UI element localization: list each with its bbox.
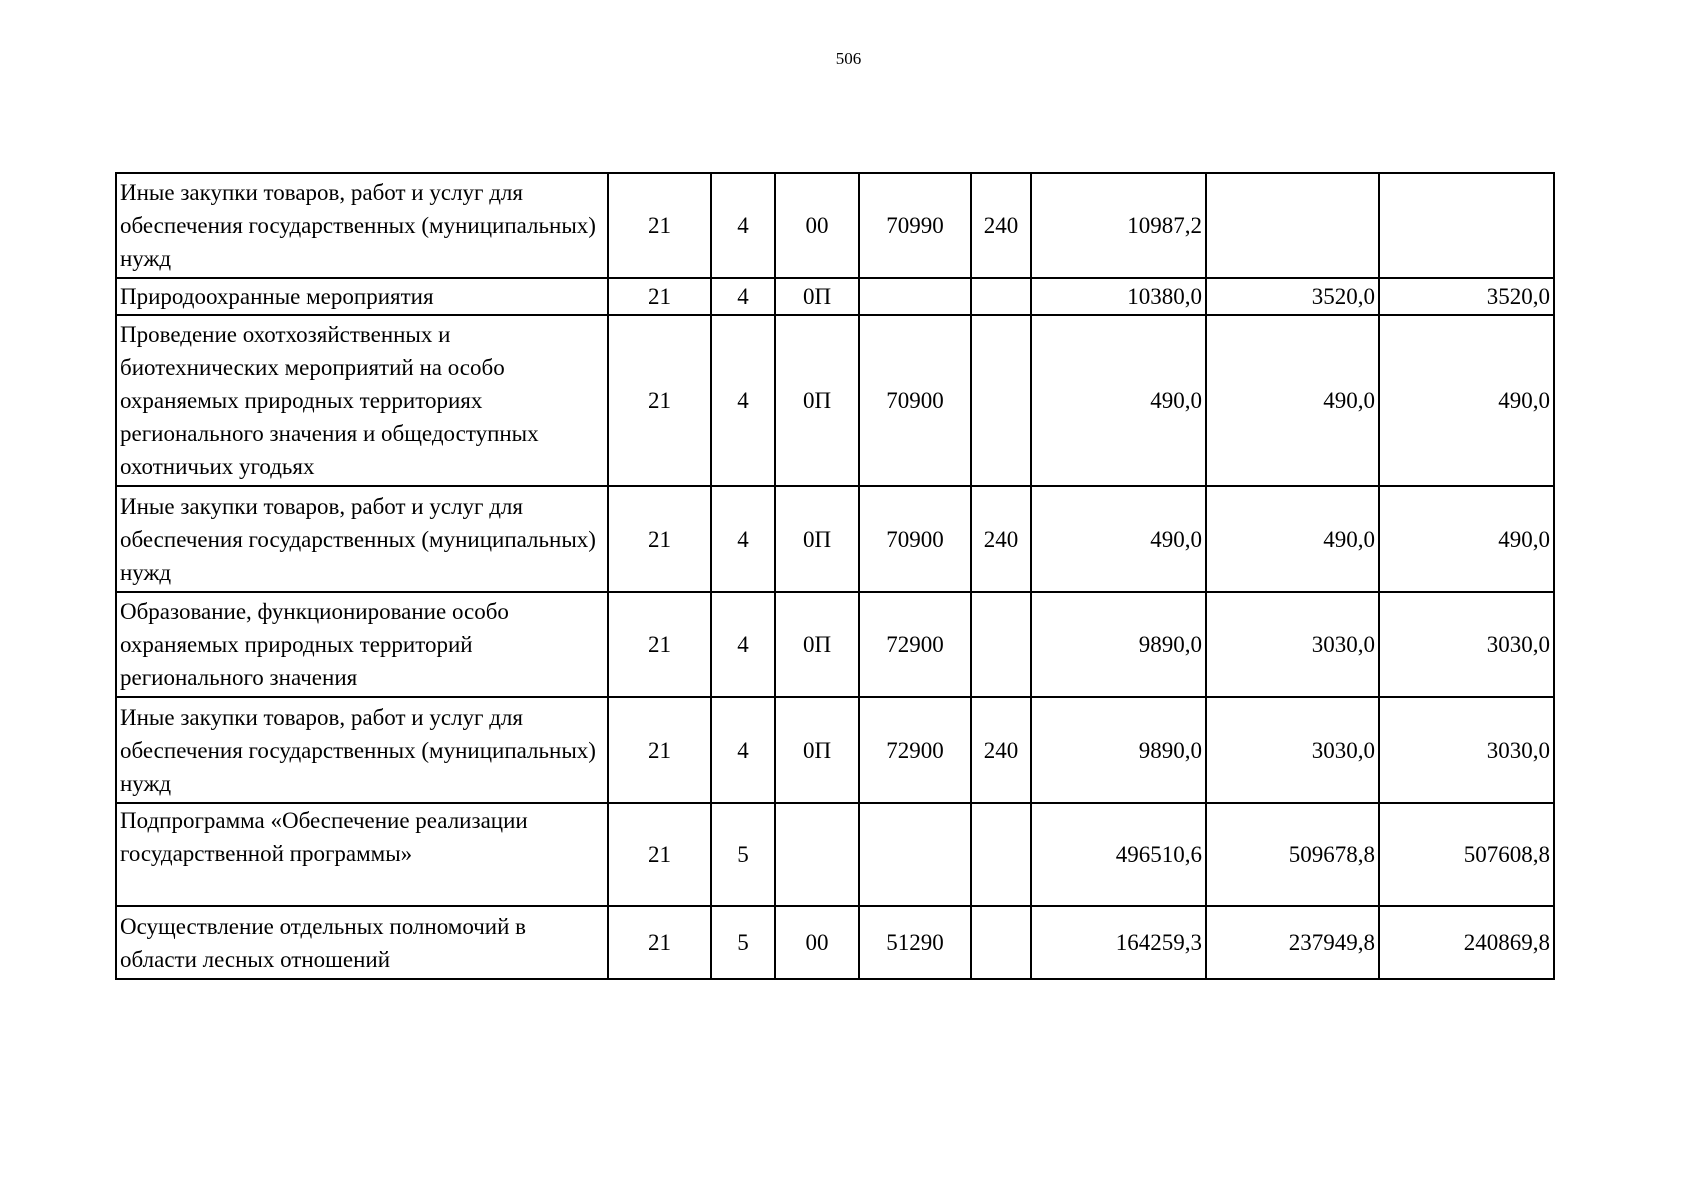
cell-code-1: 21 bbox=[608, 173, 711, 278]
row-name: Проведение охотхозяйственных и биотехнических мероприятий на особо охраняемых природных территориях регионального значения и общедоступных охотничьих угодьях bbox=[116, 315, 608, 486]
cell-code-4: 70990 bbox=[859, 173, 971, 278]
cell-code-1: 21 bbox=[608, 803, 711, 906]
row-name: Образование, функционирование особо охраняемых природных территорий регионального значения bbox=[116, 592, 608, 697]
cell-code-4: 70900 bbox=[859, 315, 971, 486]
cell-value-3: 507608,8 bbox=[1379, 803, 1554, 906]
cell-code-3: 0П bbox=[775, 592, 859, 697]
cell-code-3: 0П bbox=[775, 278, 859, 315]
cell-code-4 bbox=[859, 803, 971, 906]
table-row bbox=[116, 278, 1554, 315]
cell-value-3: 3520,0 bbox=[1379, 278, 1554, 315]
cell-code-4: 51290 bbox=[859, 906, 971, 979]
cell-code-4: 72900 bbox=[859, 697, 971, 803]
table-row bbox=[116, 906, 1554, 979]
cell-value-2 bbox=[1206, 173, 1379, 278]
cell-code-5: 240 bbox=[971, 486, 1031, 592]
row-name: Иные закупки товаров, работ и услуг для обеспечения государственных (муниципальных) нужд bbox=[116, 486, 608, 592]
cell-code-3: 00 bbox=[775, 906, 859, 979]
cell-value-3: 3030,0 bbox=[1379, 697, 1554, 803]
cell-code-3: 0П bbox=[775, 697, 859, 803]
table-row bbox=[116, 173, 1554, 278]
cell-code-2: 5 bbox=[711, 803, 775, 906]
cell-code-1: 21 bbox=[608, 906, 711, 979]
cell-code-5: 240 bbox=[971, 173, 1031, 278]
row-name: Иные закупки товаров, работ и услуг для обеспечения государственных (муниципальных) нужд bbox=[116, 697, 608, 803]
cell-code-2: 4 bbox=[711, 592, 775, 697]
cell-code-4 bbox=[859, 278, 971, 315]
cell-value-1: 9890,0 bbox=[1031, 697, 1206, 803]
cell-value-2: 490,0 bbox=[1206, 486, 1379, 592]
cell-value-3: 490,0 bbox=[1379, 486, 1554, 592]
row-name: Подпрограмма «Обеспечение реализации государственной программы» bbox=[116, 803, 608, 906]
cell-code-5: 240 bbox=[971, 697, 1031, 803]
table-row bbox=[116, 486, 1554, 592]
cell-value-1: 490,0 bbox=[1031, 315, 1206, 486]
cell-code-2: 5 bbox=[711, 906, 775, 979]
row-name: Осуществление отдельных полномочий в области лесных отношений bbox=[116, 906, 608, 979]
cell-code-3 bbox=[775, 803, 859, 906]
cell-code-1: 21 bbox=[608, 278, 711, 315]
cell-value-2: 3520,0 bbox=[1206, 278, 1379, 315]
cell-value-1: 10987,2 bbox=[1031, 173, 1206, 278]
cell-code-2: 4 bbox=[711, 315, 775, 486]
cell-code-1: 21 bbox=[608, 315, 711, 486]
cell-value-1: 9890,0 bbox=[1031, 592, 1206, 697]
cell-code-5 bbox=[971, 906, 1031, 979]
cell-code-2: 4 bbox=[711, 486, 775, 592]
cell-code-5 bbox=[971, 315, 1031, 486]
cell-code-2: 4 bbox=[711, 697, 775, 803]
cell-code-4: 70900 bbox=[859, 486, 971, 592]
cell-code-2: 4 bbox=[711, 278, 775, 315]
cell-value-3: 240869,8 bbox=[1379, 906, 1554, 979]
table-row bbox=[116, 803, 1554, 906]
cell-value-3: 3030,0 bbox=[1379, 592, 1554, 697]
cell-value-2: 3030,0 bbox=[1206, 592, 1379, 697]
cell-value-2: 509678,8 bbox=[1206, 803, 1379, 906]
cell-value-1: 164259,3 bbox=[1031, 906, 1206, 979]
cell-value-2: 237949,8 bbox=[1206, 906, 1379, 979]
cell-code-4: 72900 bbox=[859, 592, 971, 697]
cell-code-3: 0П bbox=[775, 315, 859, 486]
budget-table bbox=[115, 172, 1555, 980]
cell-value-3: 490,0 bbox=[1379, 315, 1554, 486]
cell-code-1: 21 bbox=[608, 697, 711, 803]
cell-code-3: 0П bbox=[775, 486, 859, 592]
cell-value-1: 490,0 bbox=[1031, 486, 1206, 592]
cell-code-5 bbox=[971, 592, 1031, 697]
cell-value-3 bbox=[1379, 173, 1554, 278]
cell-code-5 bbox=[971, 803, 1031, 906]
cell-code-1: 21 bbox=[608, 592, 711, 697]
cell-value-1: 10380,0 bbox=[1031, 278, 1206, 315]
table-row bbox=[116, 315, 1554, 486]
table-row bbox=[116, 697, 1554, 803]
cell-value-1: 496510,6 bbox=[1031, 803, 1206, 906]
cell-code-1: 21 bbox=[608, 486, 711, 592]
cell-code-2: 4 bbox=[711, 173, 775, 278]
row-name: Иные закупки товаров, работ и услуг для обеспечения государственных (муниципальных) нужд bbox=[116, 173, 608, 278]
table-row bbox=[116, 592, 1554, 697]
cell-code-3: 00 bbox=[775, 173, 859, 278]
cell-value-2: 3030,0 bbox=[1206, 697, 1379, 803]
row-name: Природоохранные мероприятия bbox=[116, 278, 608, 315]
cell-value-2: 490,0 bbox=[1206, 315, 1379, 486]
cell-code-5 bbox=[971, 278, 1031, 315]
page-number: 506 bbox=[835, 49, 862, 68]
